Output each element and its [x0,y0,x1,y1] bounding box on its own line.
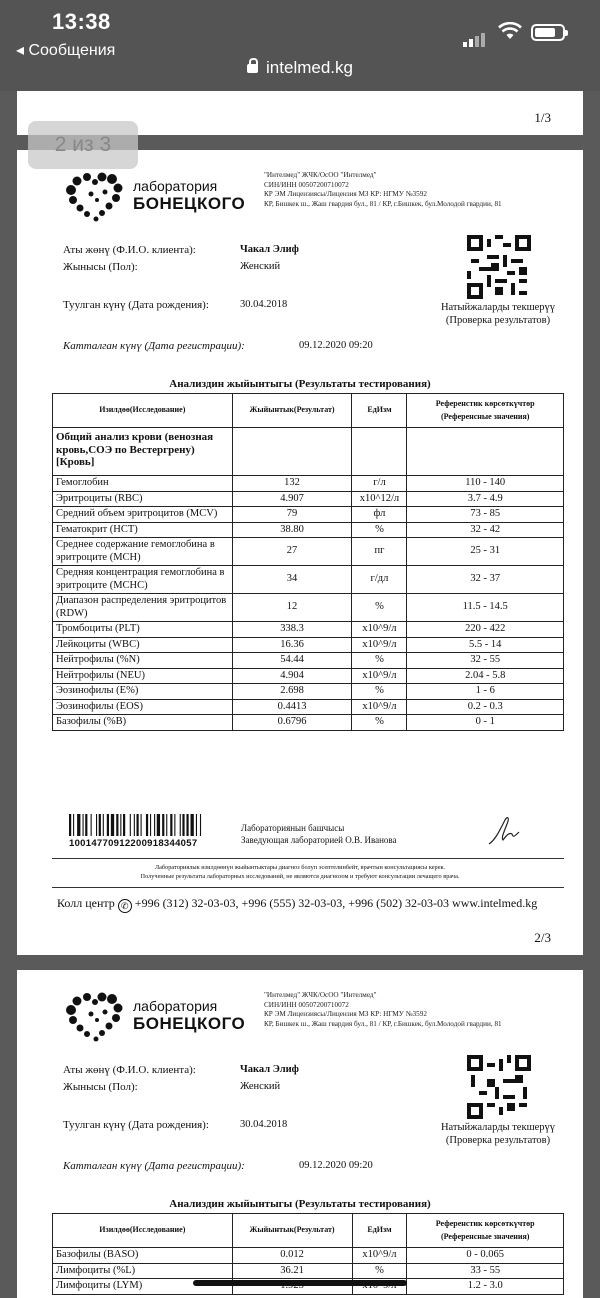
lab-logo [61,988,246,1048]
category-name: Общий анализ крови (венозная кровь,СОЭ по Вестергрену) [Кровь] [53,428,233,476]
results-table [52,393,564,731]
cell-unit: % [352,684,407,700]
logo-line-1: лаборатория [133,998,218,1014]
cell-unit: х10^9/л [352,1248,407,1264]
table-row [53,491,564,507]
barcode-number: 10014770912200918344057 [69,838,198,849]
col-result: Жыйынтык(Результат) [232,1214,352,1248]
cell-name: Лейкоциты (WBC) [53,637,233,653]
col-study: Изилдөө(Исследование) [53,394,233,428]
cell-name: Эозинофилы (EOS) [53,699,233,715]
clock: 13:38 [52,9,111,34]
reg-label: Катталган күнү (Дата регистрации): [63,1160,245,1172]
cell-name: Тромбоциты (PLT) [53,622,233,638]
cell-unit: % [352,522,407,538]
page-indicator: 2 из 3 [28,121,138,169]
table-row [53,594,564,622]
cell-name: Диапазон распределения эритроцитов (RDW) [53,594,233,622]
divider [52,887,564,888]
divider [52,858,564,859]
qr-caption: Натыйжаларды текшерүү (Проверка результатов) [440,1122,556,1146]
cell-name: Средний объем эритроцитов (MCV) [53,507,233,523]
cell-result: 338.3 [232,622,352,638]
cell-ref: 220 - 422 [407,622,564,638]
col-ref: Референстик көрсөткүчтөр (Референсные значения) [407,394,564,428]
lock-icon [247,64,258,73]
dob-value: 30.04.2018 [240,299,288,310]
phone-numbers[interactable]: +996 (312) 32-03-03, +996 (555) 32-03-03, +996 (502) 32-03-03 www.intelmed.kg [134,896,538,910]
cell-result: 36.21 [232,1263,352,1279]
cell-result: 79 [232,507,352,523]
cell-name: Базофилы (%B) [53,715,233,731]
cell-unit: х10^12/л [352,491,407,507]
address-bar[interactable] [0,58,600,78]
table-row [53,715,564,731]
cell-result: 0.012 [232,1248,352,1264]
cell-unit: х10^9/л [352,637,407,653]
cell-unit: фл [352,507,407,523]
status-bar [0,0,600,91]
cell-name: Лимфоциты (%L) [53,1263,233,1279]
cell-name: Базофилы (BASO) [53,1248,233,1264]
cell-result: 4.907 [232,491,352,507]
client-label: Аты жөнү (Ф.И.О. клиента): [63,1064,196,1076]
table-row [53,1248,564,1264]
cell-name: Средняя концентрация гемоглобина в эритроците (MCHC) [53,566,233,594]
cell-result: 34 [232,566,352,594]
cell-ref: 0 - 1 [407,715,564,731]
reg-value: 09.12.2020 09:20 [299,340,373,351]
cell-result: 54.44 [232,653,352,669]
reg-value: 09.12.2020 09:20 [299,1160,373,1171]
table-row [53,668,564,684]
battery-icon [531,24,565,41]
page-number: 1/3 [534,110,551,125]
cell-result: 0.6796 [232,715,352,731]
qr-code-icon[interactable] [467,1055,531,1119]
table-row [53,684,564,700]
results-title: Анализдин жыйынтыгы (Результаты тестирования) [169,378,431,390]
reg-label: Катталган күнү (Дата регистрации): [63,340,245,352]
cell-ref: 0 - 0.065 [407,1248,564,1264]
cell-name: Лимфоциты (LYM) [53,1279,233,1295]
cell-result: 12 [232,594,352,622]
cell-ref: 110 - 140 [407,476,564,492]
home-indicator[interactable] [193,1280,407,1286]
cell-ref: 5.5 - 14 [407,637,564,653]
client-label: Аты жөнү (Ф.И.О. клиента): [63,244,196,256]
cell-name: Нейтрофилы (NEU) [53,668,233,684]
org-info: "Интелмед" ЖЧК/ОсОО "Интелмед" СИН/ИНН 00507200710072 КР ЭМ Лицензиясы/Лицензия МЗ КР: НГМУ №3592 КР, Бишкек ш., Жаш гвардия бул., 81 / КР, г.Бишкек, бул.Молодой гвардии, 81 [264,991,502,1028]
cell-ref: 32 - 42 [407,522,564,538]
lab-logo [61,168,246,228]
cell-ref: 73 - 85 [407,507,564,523]
qr-caption: Натыйжаларды текшерүү (Проверка результатов) [440,302,556,326]
category-row [53,428,564,476]
col-result: Жыйынтык(Результат) [232,394,352,428]
cell-ref: 25 - 31 [407,538,564,566]
sex-value: Женский [240,1081,281,1092]
cell-name: Эритроциты (RBC) [53,491,233,507]
cell-unit: г/л [352,476,407,492]
cell-unit: % [352,715,407,731]
pdf-page-3 [17,970,583,1298]
col-unit: ЕдИзм [352,1214,407,1248]
logo-line-2: БОНЕЦКОГО [133,194,246,213]
cell-unit: г/дл [352,566,407,594]
col-ref: Референстик көрсөткүчтөр (Референсные значения) [407,1214,564,1248]
col-unit: ЕдИзм [352,394,407,428]
results-title: Анализдин жыйынтыгы (Результаты тестирования) [169,1198,431,1210]
sex-label: Жынысы (Пол): [63,1081,138,1093]
cell-result: 27 [232,538,352,566]
barcode-icon [69,814,241,836]
url-text: intelmed.kg [266,58,353,77]
sex-value: Женский [240,261,281,272]
table-header [53,1214,564,1248]
cellular-signal-icon [463,29,487,47]
heart-dots-icon [61,168,131,228]
pdf-page-2 [17,150,583,955]
page-number: 2/3 [534,930,551,945]
sex-label: Жынысы (Пол): [63,261,138,273]
signature-icon [485,814,525,848]
wifi-icon [498,22,522,46]
cell-ref: 32 - 55 [407,653,564,669]
logo-line-2: БОНЕЦКОГО [133,1014,246,1033]
table-row [53,507,564,523]
col-study: Изилдөө(Исследование) [53,1214,233,1248]
dob-value: 30.04.2018 [240,1119,288,1130]
table-row [53,622,564,638]
cell-ref: 1 - 6 [407,684,564,700]
head-of-lab: Лабораториянын башчысы Заведующая лабораторией О.В. Иванова [241,823,397,845]
heart-dots-icon [61,988,131,1048]
table-row [53,653,564,669]
cell-name: Нейтрофилы (%N) [53,653,233,669]
cell-result: 0.4413 [232,699,352,715]
table-header [53,394,564,428]
cell-ref: 3.7 - 4.9 [407,491,564,507]
back-to-messages-button[interactable]: ◂ Сообщения [16,42,116,59]
call-center: Колл центр ✆ +996 (312) 32-03-03, +996 (555) 32-03-03, +996 (502) 32-03-03 www.intelmed.kg [57,896,538,911]
cell-name: Гемоглобин [53,476,233,492]
cell-result: 132 [232,476,352,492]
cell-name: Среднее содержание гемоглобина в эритроците (MCH) [53,538,233,566]
table-row [53,1263,564,1279]
dob-label: Туулган күнү (Дата рождения): [63,299,209,311]
cell-unit: пг [352,538,407,566]
disclaimer: Лабораториялык изилдөөнүн жыйынтыктары диагноз болуп эсептелинбейт, врачтын консультациясы керек. Полученные результаты лабораторных исследований, не являются диагнозом и требуют консультации лечащего врача. [140,864,460,880]
cell-ref: 33 - 55 [407,1263,564,1279]
cell-ref: 32 - 37 [407,566,564,594]
cell-name: Гематокрит (HCT) [53,522,233,538]
org-info: "Интелмед" ЖЧК/ОсОО "Интелмед" СИН/ИНН 00507200710072 КР ЭМ Лицензиясы/Лицензия МЗ КР: НГМУ №3592 КР, Бишкек ш., Жаш гвардия бул., 81 / КР, г.Бишкек, бул.Молодой гвардии, 81 [264,171,502,208]
cell-unit: % [352,594,407,622]
cell-unit: х10^9/л [352,622,407,638]
cell-unit: % [352,653,407,669]
table-row [53,637,564,653]
cell-result: 4.904 [232,668,352,684]
cell-unit: % [352,1263,407,1279]
cell-result: 38.80 [232,522,352,538]
cell-unit: х10^9/л [352,699,407,715]
cell-ref: 1.2 - 3.0 [407,1279,564,1295]
cell-ref: 2.04 - 5.8 [407,668,564,684]
client-value: Чакал Элиф [240,1064,299,1075]
table-row [53,566,564,594]
cell-unit: х10^9/л [352,668,407,684]
cell-result: 2.698 [232,684,352,700]
cell-result: 16.36 [232,637,352,653]
table-row [53,522,564,538]
client-value: Чакал Элиф [240,244,299,255]
cell-ref: 0.2 - 0.3 [407,699,564,715]
dob-label: Туулган күнү (Дата рождения): [63,1119,209,1131]
table-row [53,699,564,715]
logo-line-1: лаборатория [133,178,218,194]
phone-icon: ✆ [118,899,132,913]
qr-code-icon[interactable] [467,235,531,299]
table-row [53,476,564,492]
cell-name: Эозинофилы (E%) [53,684,233,700]
cell-ref: 11.5 - 14.5 [407,594,564,622]
table-row [53,538,564,566]
